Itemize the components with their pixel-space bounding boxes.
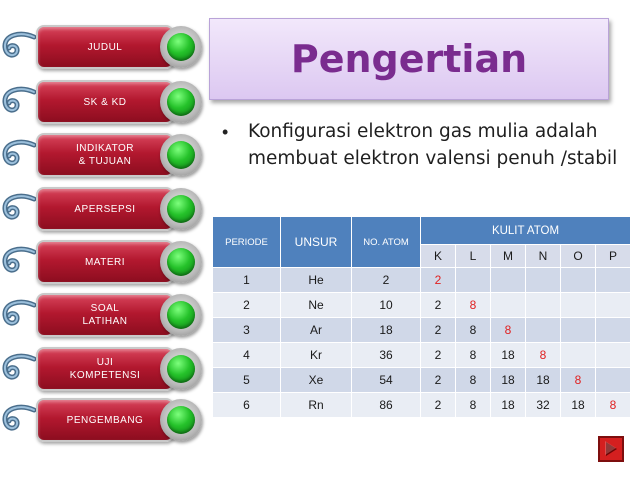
table-row [213,268,631,293]
header-shell: N [526,245,561,268]
table-row [213,368,631,393]
title-box [209,18,609,100]
cell-shell: 8 [456,318,491,343]
cell-unsur: Ar [281,318,352,343]
cell-shell [596,318,631,343]
cell-shell [561,268,596,293]
nav-label: APERSEPSI [36,187,174,231]
page-title: Pengertian [290,37,528,81]
cell-shell: 8 [456,343,491,368]
nav-label: INDIKATOR & TUJUAN [36,133,174,177]
header-unsur: UNSUR [281,217,352,268]
cell-shell: 8 [526,343,561,368]
hook-decoration-icon [0,400,36,444]
cell-unsur: Rn [281,393,352,418]
header-no-atom: NO. ATOM [352,217,421,268]
cell-periode: 3 [213,318,281,343]
hook-decoration-icon [0,135,36,179]
green-knob-icon [160,294,202,336]
bullet-text: Konfigurasi elektron gas mulia adalah membuat elektron valensi penuh /stabil [248,121,618,169]
cell-shell [526,318,561,343]
cell-unsur: He [281,268,352,293]
header-shell: L [456,245,491,268]
nav-button-judul[interactable] [36,25,206,69]
cell-shell [561,343,596,368]
nav-label: MATERI [36,240,174,284]
nav-label: SK & KD [36,80,174,124]
nav-button-uji-kompetensi[interactable] [36,347,206,391]
nav-label: JUDUL [36,25,174,69]
next-arrow-icon [602,440,620,458]
cell-shell: 18 [561,393,596,418]
cell-shell [596,343,631,368]
header-shell: K [421,245,456,268]
cell-shell: 18 [526,368,561,393]
cell-shell: 18 [491,343,526,368]
green-knob-icon [160,399,202,441]
cell-shell [456,268,491,293]
cell-no-atom: 2 [352,268,421,293]
bullet-icon: • [222,122,229,142]
cell-periode: 6 [213,393,281,418]
cell-shell: 8 [456,393,491,418]
cell-shell: 8 [561,368,596,393]
cell-shell: 2 [421,343,456,368]
cell-unsur: Xe [281,368,352,393]
header-kulit-atom: KULIT ATOM [421,217,631,245]
cell-shell [596,368,631,393]
cell-shell: 8 [596,393,631,418]
cell-shell [526,268,561,293]
cell-periode: 4 [213,343,281,368]
green-knob-icon [160,241,202,283]
green-knob-icon [160,81,202,123]
cell-shell [491,293,526,318]
cell-no-atom: 10 [352,293,421,318]
cell-unsur: Ne [281,293,352,318]
cell-no-atom: 36 [352,343,421,368]
hook-decoration-icon [0,189,36,233]
cell-shell: 8 [456,293,491,318]
cell-no-atom: 86 [352,393,421,418]
table-row [213,343,631,368]
nav-button-apersepsi[interactable] [36,187,206,231]
hook-decoration-icon [0,242,36,286]
electron-config-table [212,216,631,418]
cell-periode: 1 [213,268,281,293]
table-row [213,293,631,318]
cell-shell: 32 [526,393,561,418]
cell-shell: 2 [421,318,456,343]
nav-label: UJI KOMPETENSI [36,347,174,391]
cell-shell [561,318,596,343]
cell-shell: 8 [456,368,491,393]
cell-shell: 2 [421,393,456,418]
cell-shell [596,268,631,293]
green-knob-icon [160,134,202,176]
header-shell: M [491,245,526,268]
cell-periode: 2 [213,293,281,318]
cell-no-atom: 54 [352,368,421,393]
cell-periode: 5 [213,368,281,393]
next-button[interactable] [598,436,624,462]
cell-shell [561,293,596,318]
hook-decoration-icon [0,295,36,339]
header-periode: PERIODE [213,217,281,268]
nav-button-pengembang[interactable] [36,398,206,442]
nav-label: SOAL LATIHAN [36,293,174,337]
cell-shell: 2 [421,268,456,293]
green-knob-icon [160,348,202,390]
cell-shell [526,293,561,318]
cell-shell: 8 [491,318,526,343]
cell-shell [596,293,631,318]
nav-label: PENGEMBANG [36,398,174,442]
green-knob-icon [160,26,202,68]
nav-button-sk-kd[interactable] [36,80,206,124]
table-row [213,318,631,343]
green-knob-icon [160,188,202,230]
cell-shell: 18 [491,393,526,418]
nav-button-materi[interactable] [36,240,206,284]
cell-unsur: Kr [281,343,352,368]
header-shell: O [561,245,596,268]
cell-no-atom: 18 [352,318,421,343]
hook-decoration-icon [0,82,36,126]
hook-decoration-icon [0,349,36,393]
header-shell: P [596,245,631,268]
hook-decoration-icon [0,27,36,71]
cell-shell: 18 [491,368,526,393]
cell-shell: 2 [421,368,456,393]
table-row [213,393,631,418]
nav-button-indikator[interactable] [36,133,206,177]
nav-button-soal-latihan[interactable] [36,293,206,337]
cell-shell [491,268,526,293]
cell-shell: 2 [421,293,456,318]
